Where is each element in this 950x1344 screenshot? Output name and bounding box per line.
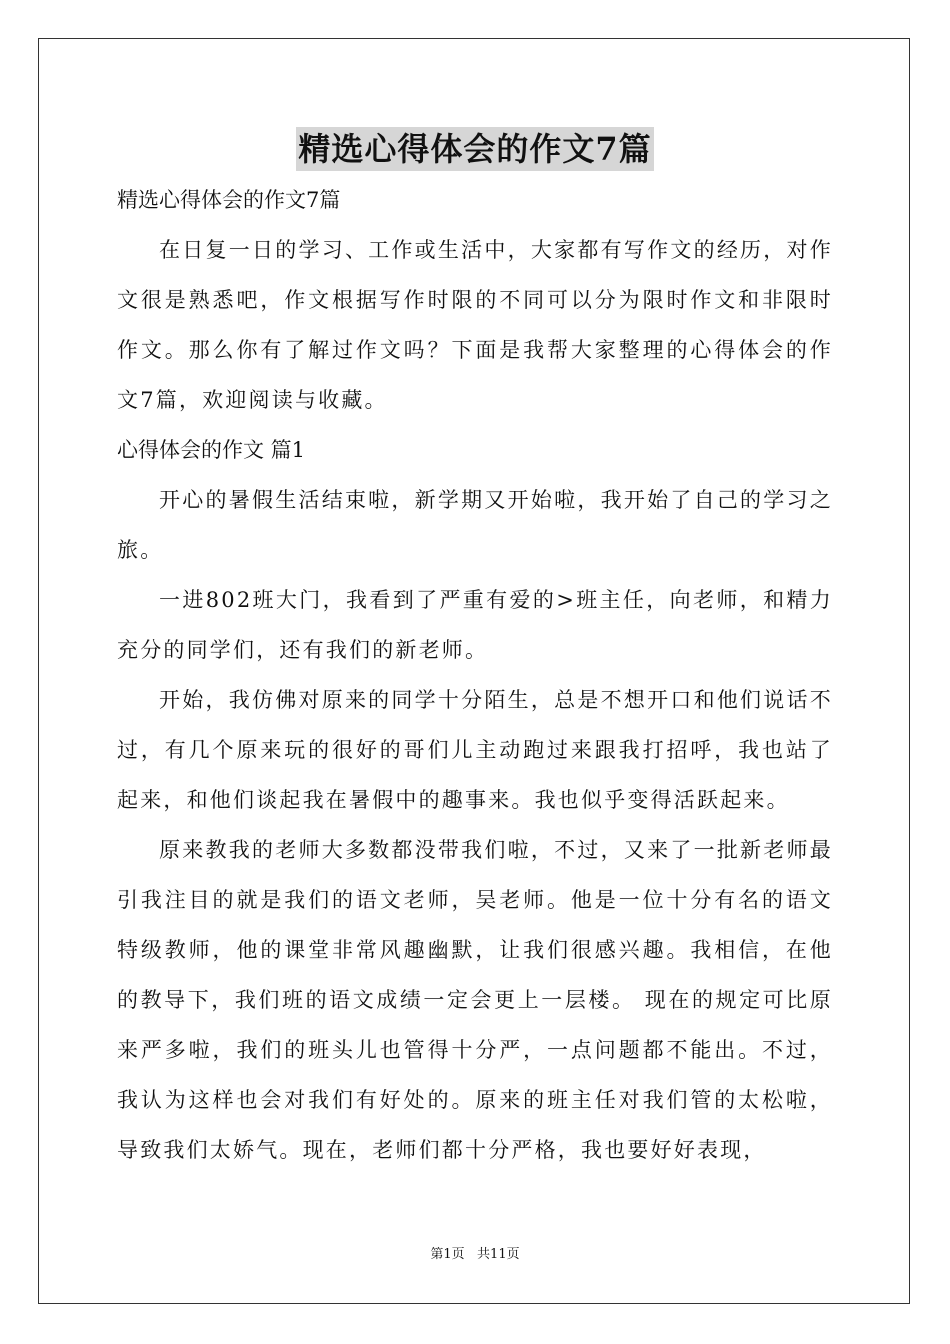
page-footer: 第1页 共11页 xyxy=(430,1247,520,1262)
body-paragraph: 开心的暑假生活结束啦，新学期又开始啦，我开始了自己的学习之旅。 xyxy=(117,488,833,562)
title-container xyxy=(0,127,950,171)
body-paragraph: 一进802班大门，我看到了严重有爱的>班主任，向老师，和精力充分的同学们，还有我们的新老师。 xyxy=(117,588,833,662)
document-subtitle: 精选心得体会的作文7篇 xyxy=(117,188,341,212)
document-title: 精选心得体会的作文7篇 xyxy=(296,127,653,171)
section-heading: 心得体会的作文 篇1 xyxy=(117,438,306,462)
document-body xyxy=(117,175,833,1175)
intro-paragraph: 在日复一日的学习、工作或生活中，大家都有写作文的经历，对作文很是熟悉吧，作文根据写作时限的不同可以分为限时作文和非限时作文。那么你有了解过作文吗？下面是我帮大家整理的心得体会的作文7篇，欢迎阅读与收藏。 xyxy=(117,238,833,412)
body-paragraph: 开始，我仿佛对原来的同学十分陌生，总是不想开口和他们说话不过，有几个原来玩的很好的哥们儿主动跑过来跟我打招呼，我也站了起来，和他们谈起我在暑假中的趣事来。我也似乎变得活跃起来。 xyxy=(117,688,833,812)
body-paragraph: 原来教我的老师大多数都没带我们啦，不过，又来了一批新老师最引我注目的就是我们的语文老师，吴老师。他是一位十分有名的语文特级教师，他的课堂非常风趣幽默，让我们很感兴趣。我相信，在他的教导下，我们班的语文成绩一定会更上一层楼。 现在的规定可比原来严多啦，我们的班头儿也管得十分严，一点问题都不能出。不过，我认为这样也会对我们有好处的。原来的班主任对我们管的太松啦，导致我们太娇气。现在，老师们都十分严格，我也要好好表现， xyxy=(117,838,833,1162)
